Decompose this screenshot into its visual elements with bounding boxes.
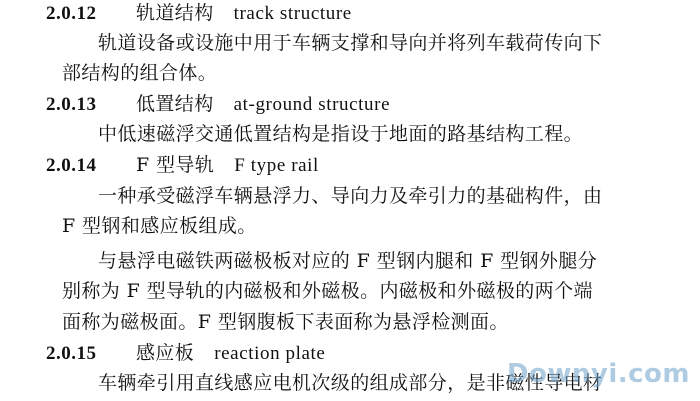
term-name-en: track structure bbox=[233, 3, 352, 24]
term-body-line: F 型钢和感应板组成。 bbox=[62, 215, 257, 237]
term-heading bbox=[46, 0, 352, 28]
term-name-en: at-ground structure bbox=[233, 94, 391, 115]
term-number: 2.0.15 bbox=[46, 343, 97, 364]
term-body-line: 一种承受磁浮车辆悬浮力、导向力及牵引力的基础构件，由 bbox=[98, 185, 603, 207]
term-heading bbox=[46, 150, 319, 180]
term-name-cn: 感应板 bbox=[136, 342, 195, 364]
term-body-line: 别称为 F 型导轨的内磁极和外磁极。内磁极和外磁极的两个端 bbox=[62, 280, 593, 302]
term-body-line: 轨道设备或设施中用于车辆支撑和导向并将列车载荷传向下 bbox=[98, 32, 603, 54]
term-body-line: 部结构的组合体。 bbox=[62, 62, 218, 84]
term-number: 2.0.14 bbox=[46, 155, 97, 176]
term-name-cn: 轨道结构 bbox=[136, 2, 214, 24]
term-heading bbox=[46, 338, 325, 368]
term-body-line: 面称为磁极面。F 型钢腹板下表面称为悬浮检测面。 bbox=[62, 311, 509, 333]
term-name-en: F type rail bbox=[234, 155, 319, 176]
site-watermark: Downyi.com bbox=[506, 359, 690, 389]
term-name-cn: F 型导轨 bbox=[136, 154, 215, 176]
term-body-line: 车辆牵引用直线感应电机次级的组成部分，是非磁性导电材 bbox=[98, 372, 603, 394]
term-body-line: 中低速磁浮交通低置结构是指设于地面的路基结构工程。 bbox=[98, 123, 584, 145]
term-number: 2.0.13 bbox=[46, 94, 97, 115]
term-name-en: reaction plate bbox=[214, 343, 326, 364]
term-name-cn: 低置结构 bbox=[136, 93, 214, 115]
term-number: 2.0.12 bbox=[46, 3, 97, 24]
term-heading bbox=[46, 89, 390, 119]
term-body-line: 与悬浮电磁铁两磁极板对应的 F 型钢内腿和 F 型钢外腿分 bbox=[98, 250, 598, 272]
